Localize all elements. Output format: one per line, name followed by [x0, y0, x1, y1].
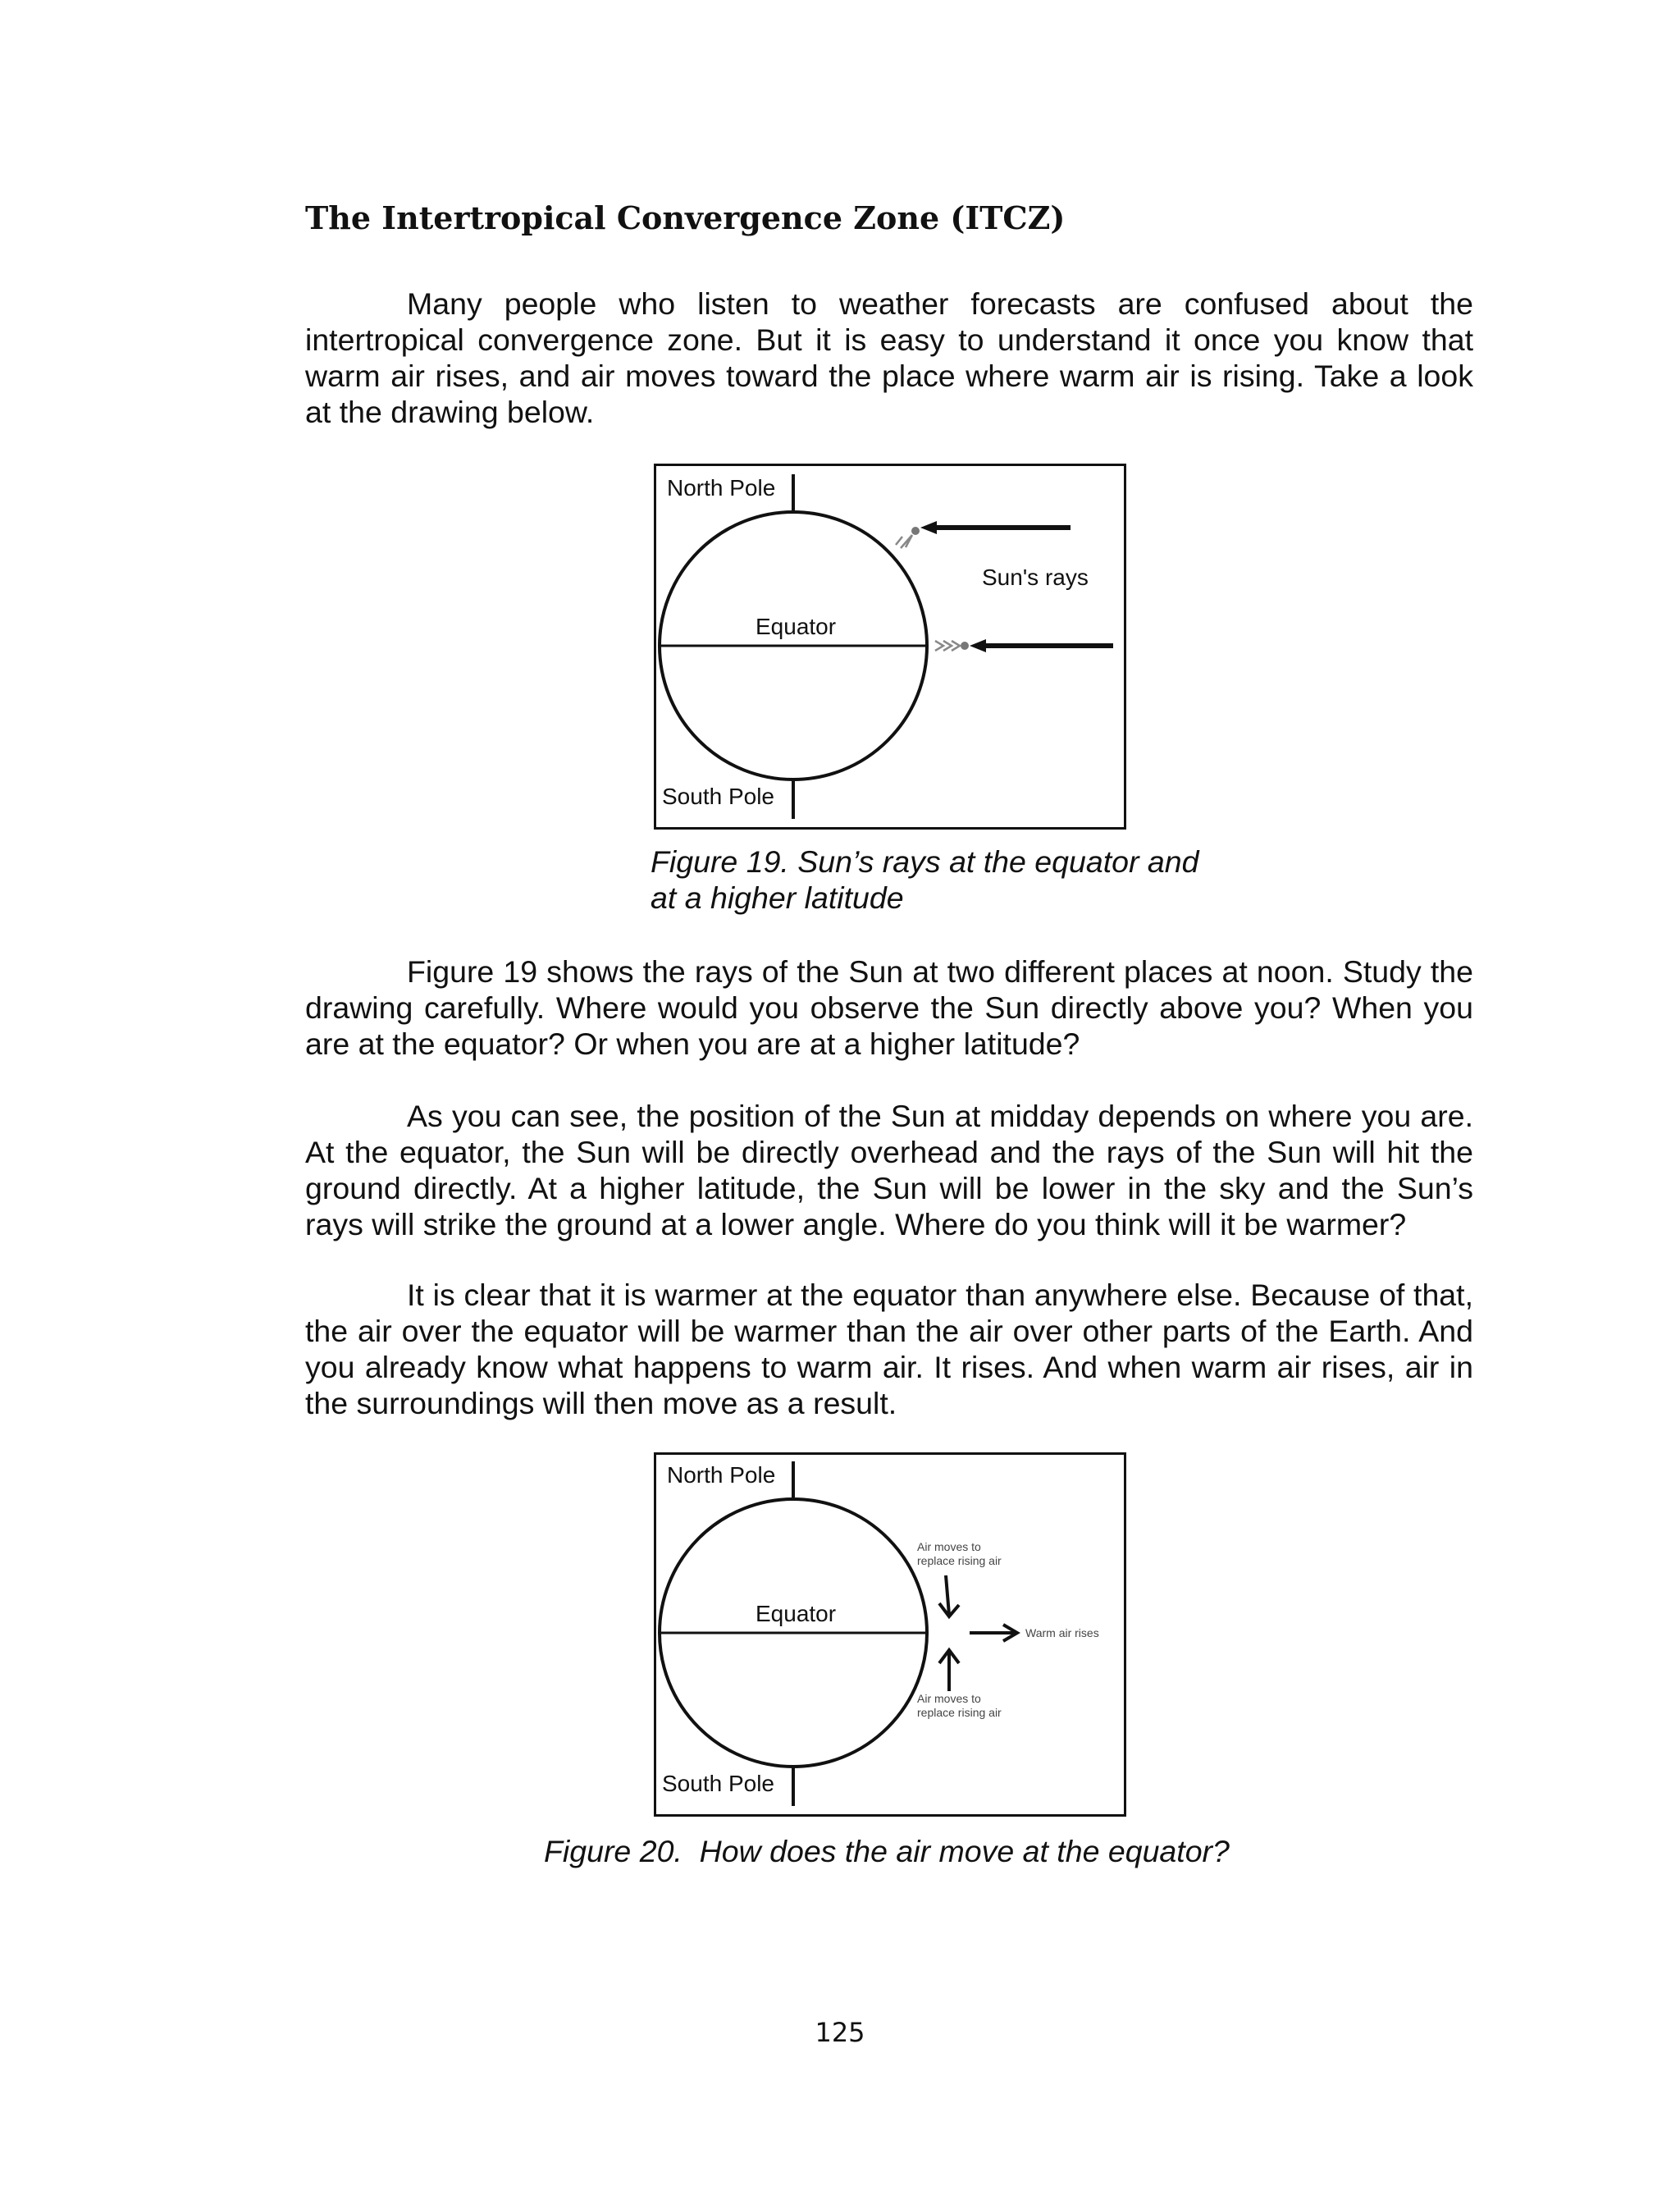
south-pole-label: South Pole — [662, 784, 774, 809]
air-from-north-arrow — [939, 1575, 959, 1616]
higher-latitude-arrowhead — [920, 521, 937, 534]
figure-19-diagram — [654, 464, 1126, 830]
higher-latitude-gray-chevrons — [896, 535, 912, 548]
figure-19-caption — [651, 844, 1241, 916]
equator-gray-chevrons — [935, 641, 960, 651]
warm-air-rises-arrow — [970, 1625, 1017, 1641]
equator-arrowhead — [970, 639, 986, 652]
south-pole-label: South Pole — [662, 1771, 774, 1796]
figure-19-caption-line-1: Figure 19. Sun’s rays at the equator and — [651, 844, 1199, 879]
equator-label: Equator — [756, 614, 837, 639]
paragraph-sun-position: As you can see, the position of the Sun at midday depends on where you are. At the equator, the Sun will be directly overhead and the rays of the Sun will hit the ground directly. At a higher latitude, the Sun will be lower in the sky and the Sun’s rays will strike the ground at a lower angle. Where do you think will it be warmer? — [305, 1099, 1473, 1241]
equator-ray-dot — [961, 642, 969, 650]
paragraph-intro: Many people who listen to weather forecasts are confused about the intertropical convergence zone. But it is easy to understand it once you know that warm air rises, and air moves toward the place where warm air is rising. Take a look at the drawing below. — [305, 286, 1473, 429]
air-from-south-arrow — [939, 1650, 959, 1691]
page-title: The Intertropical Convergence Zone (ITCZ) — [305, 199, 1066, 236]
paragraph-figure-19: Figure 19 shows the rays of the Sun at two different places at noon. Study the drawing carefully. Where would you observe the Sun directly above you? When you are at the equator? Or when you are at a higher latitude? — [305, 954, 1473, 1061]
lower-note-line-1: Air moves to — [917, 1692, 981, 1705]
north-pole-label: North Pole — [667, 1462, 776, 1488]
warm-air-label: Warm air rises — [1025, 1626, 1099, 1639]
figure-20-svg — [656, 1455, 1124, 1814]
figure-19-caption-line-2: at a higher latitude — [651, 880, 904, 915]
figure-20-caption: Figure 20. How does the air move at the equator? — [544, 1834, 1230, 1868]
north-pole-label: North Pole — [667, 475, 776, 501]
paragraph-warm-air: It is clear that it is warmer at the equator than anywhere else. Because of that, the air over the equator will be warmer than the air over other parts of the Earth. And you already know what happens to warm air. It rises. And when warm air rises, air in the surroundings will then move as a result. — [305, 1278, 1473, 1420]
figure-19-svg — [656, 466, 1124, 827]
higher-latitude-ray-dot — [911, 527, 920, 535]
upper-note-line-1: Air moves to — [917, 1540, 981, 1553]
equator-label: Equator — [756, 1601, 837, 1626]
upper-note-line-2: replace rising air — [917, 1554, 1002, 1567]
figure-20-diagram — [654, 1452, 1126, 1817]
suns-rays-label: Sun's rays — [982, 565, 1089, 590]
lower-note-line-2: replace rising air — [917, 1706, 1002, 1719]
page-number: 125 — [815, 2017, 865, 2048]
